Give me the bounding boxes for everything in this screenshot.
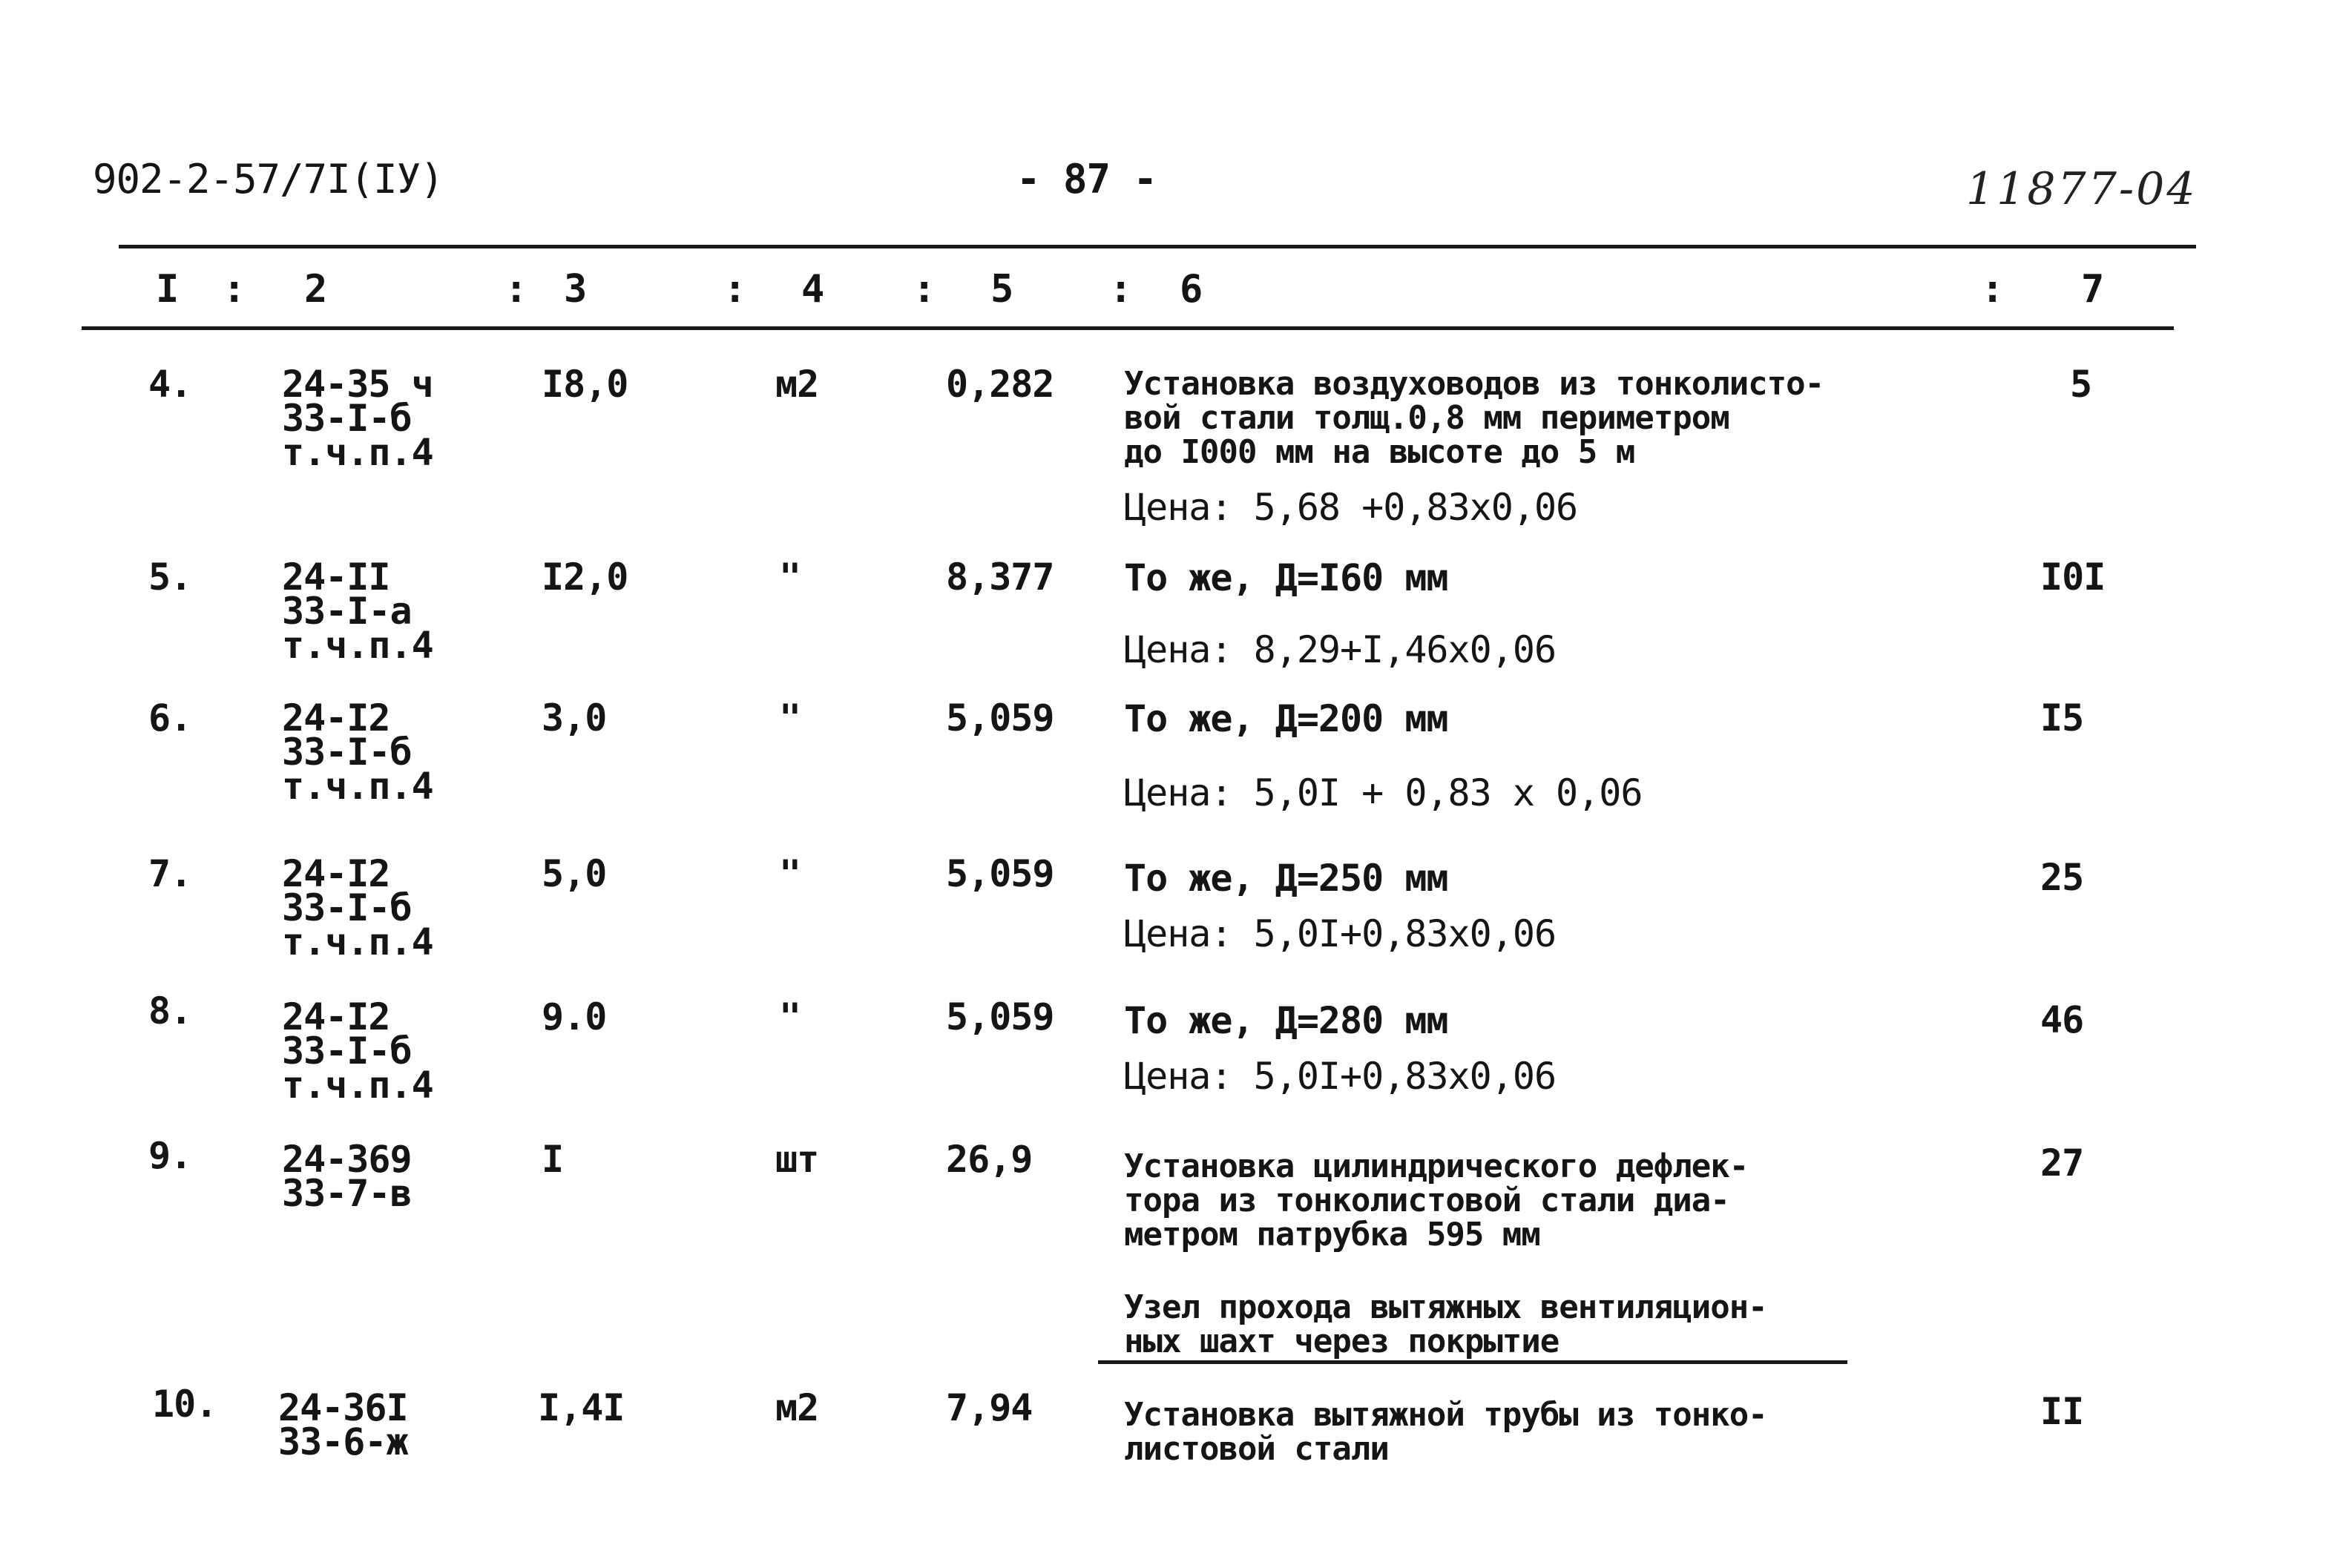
norm-code: 24-II 33-I-а т.ч.п.4 bbox=[282, 556, 433, 667]
unit-price: 5,059 bbox=[946, 852, 1054, 895]
quantity: I bbox=[542, 1138, 564, 1181]
col-separator: : bbox=[1109, 267, 1133, 312]
col-separator: : bbox=[723, 267, 747, 312]
work-description: То же, Д=250 мм bbox=[1124, 857, 1448, 900]
unit-price: 26,9 bbox=[946, 1138, 1033, 1181]
unit: " bbox=[779, 556, 801, 599]
unit-price: 0,282 bbox=[946, 363, 1054, 406]
col-separator: : bbox=[505, 267, 528, 312]
price-formula: Цена: 5,0I + 0,83 х 0,06 bbox=[1124, 771, 1643, 814]
work-description: Установка вытяжной трубы из тонко- листовой стали bbox=[1124, 1396, 1767, 1468]
header-bottom-rule bbox=[82, 326, 2174, 330]
col-header-4: 4 bbox=[801, 267, 825, 312]
row-number: 6. bbox=[148, 696, 192, 739]
total: II bbox=[2040, 1390, 2084, 1433]
total: I0I bbox=[2040, 556, 2106, 599]
col-header-2: 2 bbox=[304, 267, 328, 312]
row-number: 10. bbox=[152, 1383, 217, 1426]
price-formula: Цена: 5,0I+0,83х0,06 bbox=[1124, 1055, 1557, 1098]
unit-price: 5,059 bbox=[946, 696, 1054, 739]
quantity: I8,0 bbox=[542, 363, 628, 406]
price-formula: Цена: 5,0I+0,83х0,06 bbox=[1124, 912, 1557, 955]
unit: м2 bbox=[775, 1386, 819, 1429]
document-code: 902-2-57/7I(IУ) bbox=[93, 156, 444, 202]
col-header-1: I bbox=[156, 267, 180, 312]
norm-code: 24-35 ч 33-I-б т.ч.п.4 bbox=[282, 363, 433, 474]
unit: " bbox=[779, 852, 801, 895]
work-description: То же, Д=I60 мм bbox=[1124, 556, 1448, 599]
col-separator: : bbox=[1981, 267, 2005, 312]
col-header-5: 5 bbox=[990, 267, 1014, 312]
col-header-6: 6 bbox=[1180, 267, 1203, 312]
row-number: 7. bbox=[148, 852, 192, 895]
norm-code: 24-I2 33-I-б т.ч.п.4 bbox=[282, 995, 433, 1107]
section-heading: Узел прохода вытяжных вентиляцион- ных шахт через покрытие bbox=[1124, 1288, 1767, 1360]
work-description: То же, Д=200 мм bbox=[1124, 697, 1448, 740]
row-number: 5. bbox=[148, 556, 192, 599]
work-description: Установка воздуховодов из тонколисто- вой стали толщ.0,8 мм периметром до I000 мм на высоте до 5 м bbox=[1124, 365, 1824, 471]
quantity: 3,0 bbox=[542, 696, 607, 739]
work-description: То же, Д=280 мм bbox=[1124, 999, 1448, 1042]
top-rule bbox=[119, 245, 2196, 248]
total: 25 bbox=[2040, 856, 2084, 899]
norm-code: 24-I2 33-I-б т.ч.п.4 bbox=[282, 852, 433, 963]
norm-code: 24-I2 33-I-б т.ч.п.4 bbox=[282, 696, 433, 808]
unit: " bbox=[779, 696, 801, 739]
work-description: Установка цилиндрического дефлек- тора из тонколистовой стали диа- метром патрубка 595 мм bbox=[1124, 1147, 1749, 1254]
unit-price: 7,94 bbox=[946, 1386, 1033, 1429]
unit: " bbox=[779, 995, 801, 1038]
total: 46 bbox=[2040, 998, 2084, 1041]
section-heading-underline bbox=[1098, 1360, 1847, 1364]
col-header-3: 3 bbox=[564, 267, 588, 312]
handwritten-archive-number: 11877-04 bbox=[1966, 163, 2198, 215]
row-number: 9. bbox=[148, 1134, 192, 1177]
price-formula: Цена: 5,68 +0,83х0,06 bbox=[1124, 486, 1578, 529]
total: 27 bbox=[2040, 1142, 2084, 1185]
col-header-7: 7 bbox=[2081, 267, 2105, 312]
col-separator: : bbox=[913, 267, 936, 312]
quantity: I2,0 bbox=[542, 556, 628, 599]
norm-code: 24-369 33-7-в bbox=[282, 1138, 412, 1215]
quantity: 9.0 bbox=[542, 995, 607, 1038]
col-separator: : bbox=[223, 267, 246, 312]
unit: шт bbox=[775, 1138, 819, 1181]
unit: м2 bbox=[775, 363, 819, 406]
unit-price: 5,059 bbox=[946, 995, 1054, 1038]
row-number: 8. bbox=[148, 989, 192, 1032]
price-formula: Цена: 8,29+I,46х0,06 bbox=[1124, 628, 1557, 671]
quantity: 5,0 bbox=[542, 852, 607, 895]
row-number: 4. bbox=[148, 363, 192, 406]
page-number: - 87 - bbox=[1016, 156, 1157, 202]
total: 5 bbox=[2070, 363, 2092, 406]
total: I5 bbox=[2040, 696, 2084, 739]
unit-price: 8,377 bbox=[946, 556, 1054, 599]
quantity: I,4I bbox=[538, 1386, 625, 1429]
norm-code: 24-36I 33-6-ж bbox=[278, 1386, 408, 1463]
